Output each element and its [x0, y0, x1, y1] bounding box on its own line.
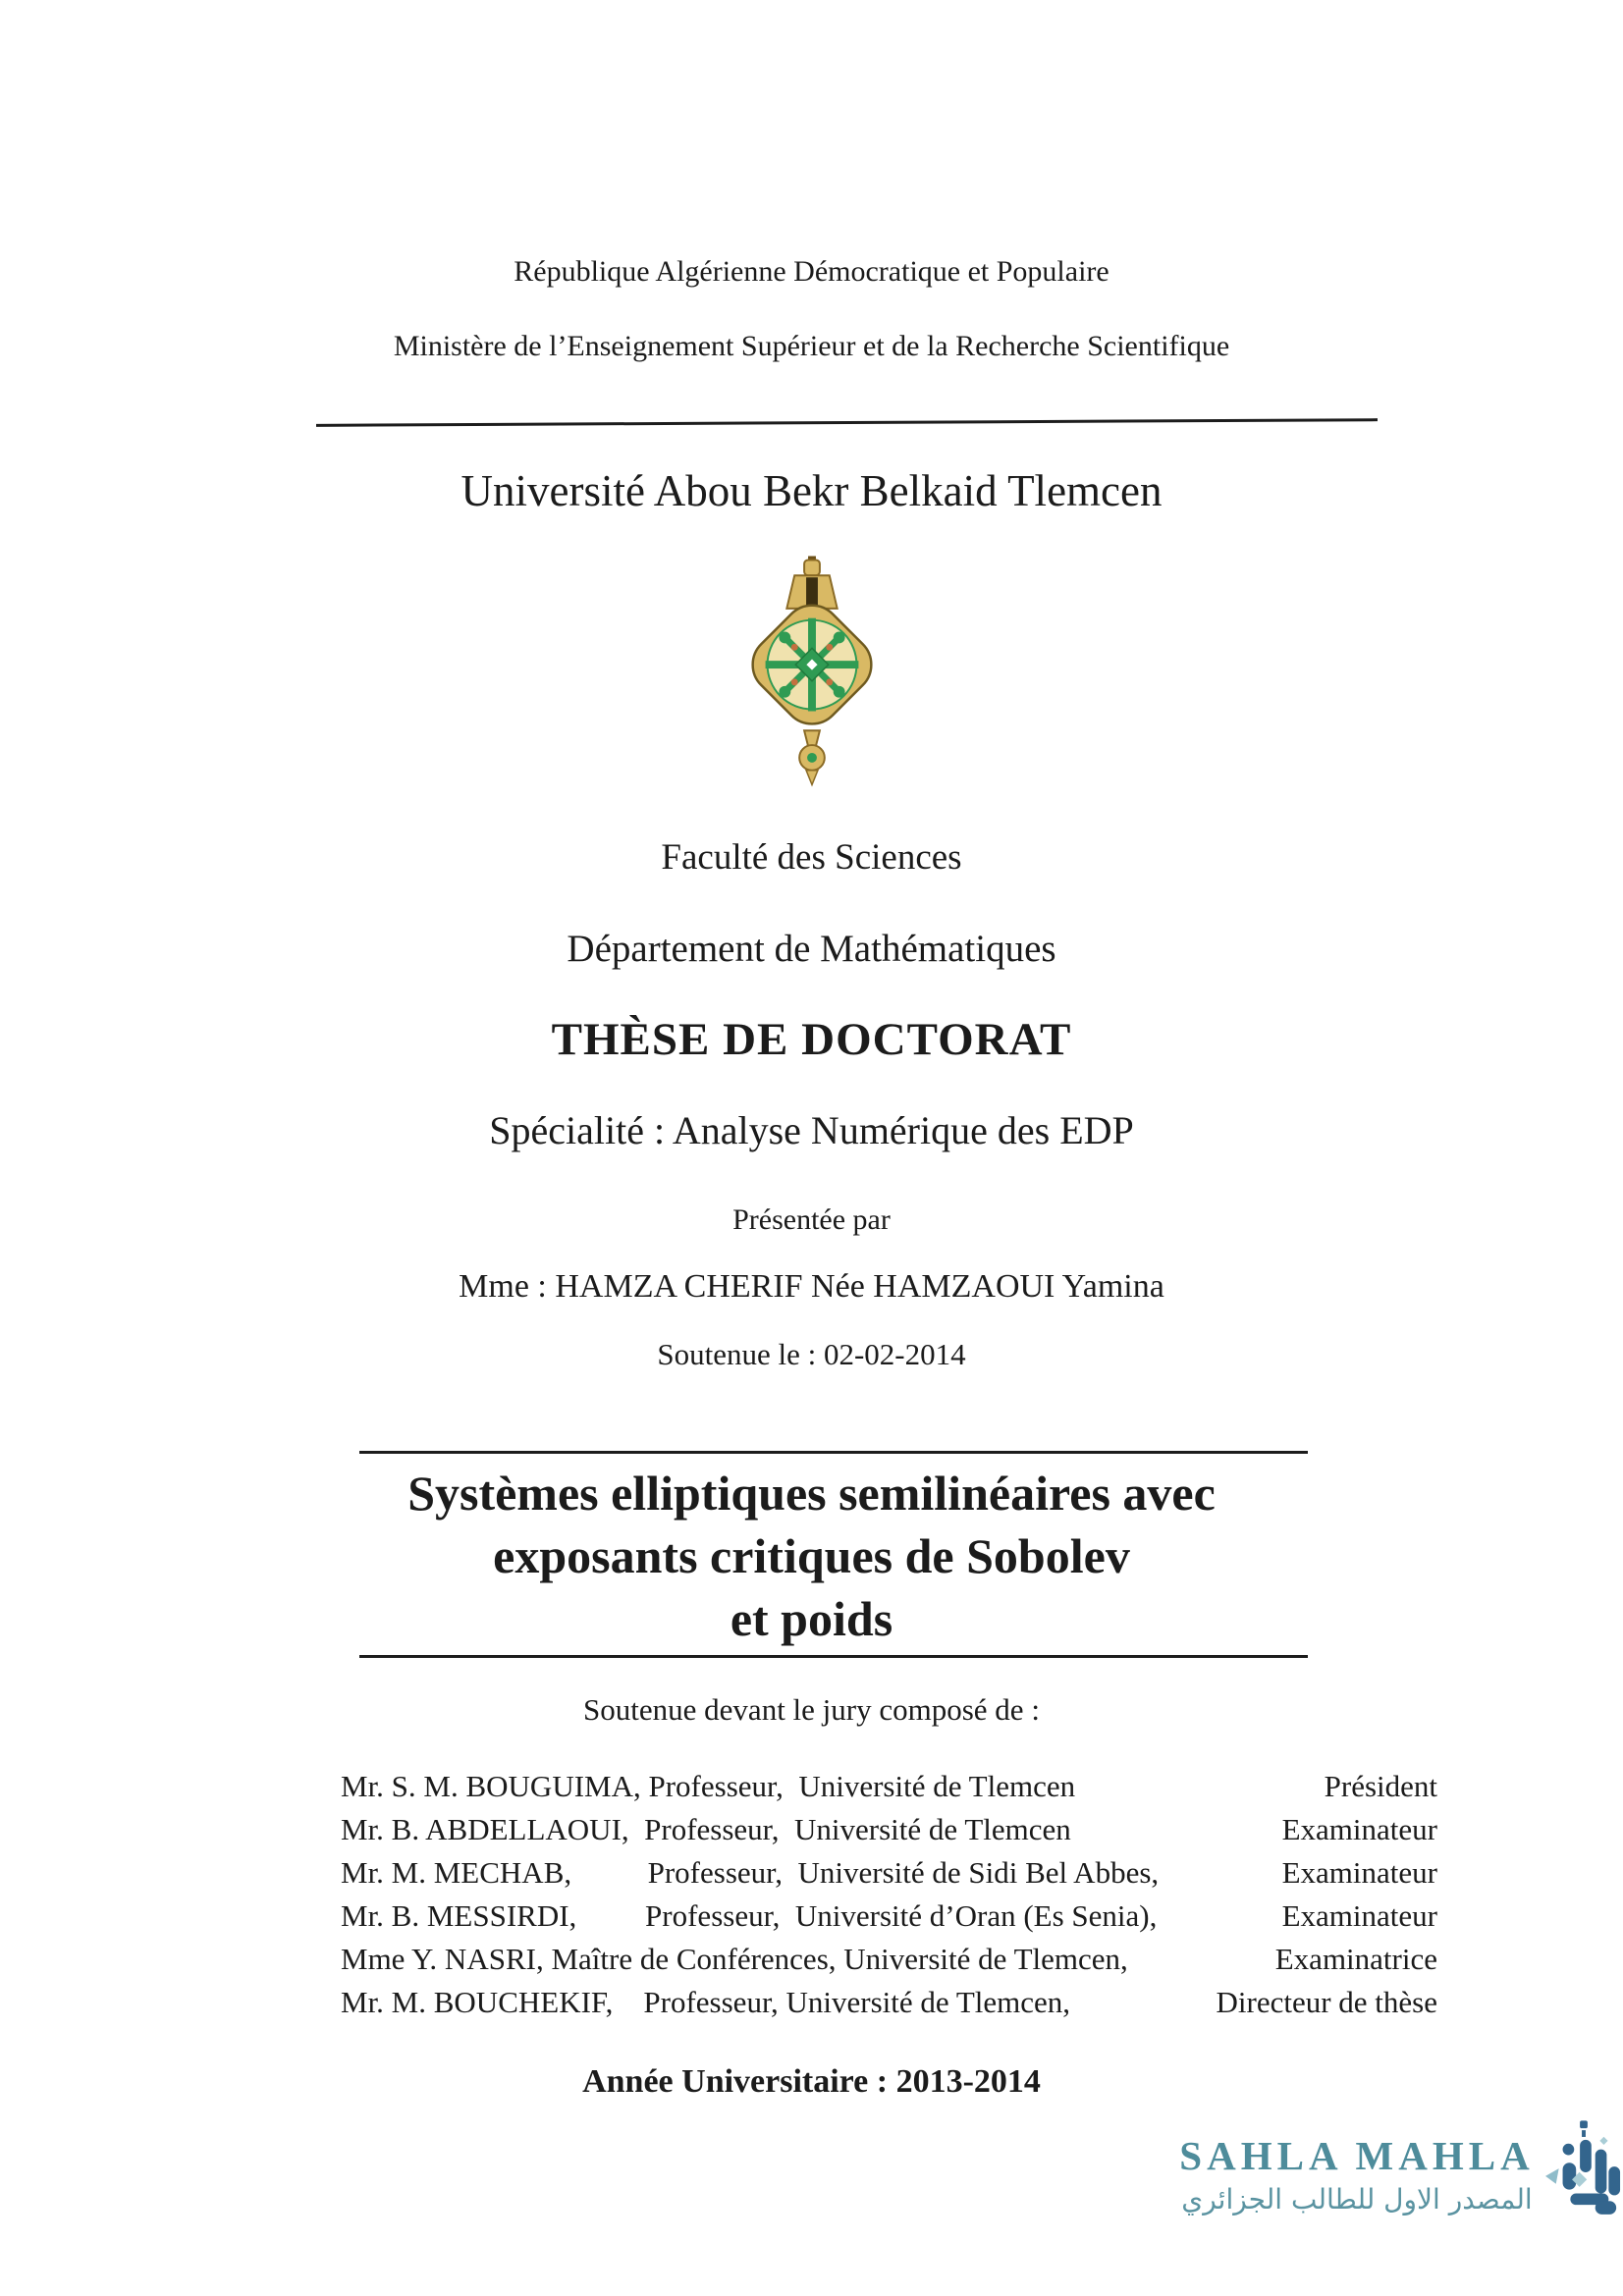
- jury-row: [341, 1808, 1437, 1851]
- sahla-mahla-watermark: [1174, 2118, 1623, 2231]
- sahla-mahla-emblem-icon: [1545, 2120, 1622, 2226]
- title-rule-top: [359, 1451, 1308, 1454]
- jury-row: [341, 1938, 1437, 1981]
- jury-row: [341, 1981, 1437, 2024]
- jury-role: Examinatrice: [1274, 1942, 1437, 1976]
- jury-role: Président: [1324, 1769, 1437, 1803]
- republic-line: République Algérienne Démocratique et Populaire: [514, 255, 1109, 288]
- thesis-specialty: Spécialité : Analyse Numérique des EDP: [489, 1108, 1134, 1152]
- jury-list: [341, 1765, 1437, 2024]
- jury-member-info: Mr. M. MECHAB, Professeur, Université de Sidi Bel Abbes,: [341, 1855, 1160, 1890]
- faculty-name: Faculté des Sciences: [661, 837, 962, 878]
- jury-member-info: Mme Y. NASRI, Maître de Conférences, Université de Tlemcen,: [341, 1942, 1128, 1976]
- jury-row: [341, 1851, 1437, 1895]
- brand-emblem: [1545, 2120, 1622, 2231]
- jury-member-info: Mr. S. M. BOUGUIMA, Professeur, Université de Tlemcen: [341, 1769, 1076, 1803]
- department-name: Département de Mathématiques: [567, 928, 1056, 970]
- jury-row: [341, 1765, 1437, 1808]
- jury-role: Directeur de thèse: [1216, 1985, 1437, 2019]
- title-rule-bottom: [359, 1655, 1308, 1658]
- brand-tagline-arabic: المصدر الاول للطالب الجزائري: [1181, 2183, 1533, 2216]
- jury-row: [341, 1895, 1437, 1938]
- brand-text-block: [1174, 2118, 1540, 2216]
- jury-role: Examinateur: [1281, 1898, 1437, 1933]
- university-logo: [0, 556, 1623, 794]
- brand-name: SAHLA MAHLA: [1179, 2133, 1535, 2178]
- jury-heading: Soutenue devant le jury composé de :: [583, 1692, 1040, 1727]
- jury-role: Examinateur: [1281, 1855, 1437, 1890]
- header-rule: [316, 418, 1378, 427]
- jury-member-info: Mr. M. BOUCHEKIF, Professeur, Université de Tlemcen,: [341, 1985, 1071, 2019]
- author-name: Mme : HAMZA CHERIF Née HAMZAOUI Yamina: [459, 1268, 1164, 1305]
- ministry-line: Ministère de l’Enseignement Supérieur et de la Recherche Scientifique: [393, 330, 1230, 362]
- thesis-title-line-2: exposants critiques de Sobolev: [493, 1528, 1130, 1583]
- jury-member-info: Mr. B. MESSIRDI, Professeur, Université d’Oran (Es Senia),: [341, 1898, 1158, 1933]
- university-name: Université Abou Bekr Belkaid Tlemcen: [460, 466, 1163, 515]
- thesis-title-line-3: et poids: [730, 1591, 893, 1646]
- university-tlemcen-emblem-icon: [734, 556, 890, 789]
- presented-by-label: Présentée par: [732, 1203, 891, 1236]
- jury-role: Examinateur: [1281, 1812, 1437, 1846]
- defense-date: Soutenue le : 02-02-2014: [657, 1337, 966, 1371]
- jury-member-info: Mr. B. ABDELLAOUI, Professeur, Université de Tlemcen: [341, 1812, 1071, 1846]
- academic-year: Année Universitaire : 2013-2014: [582, 2063, 1041, 2100]
- thesis-title: [0, 1462, 1623, 1650]
- thesis-type: THÈSE DE DOCTORAT: [551, 1014, 1072, 1065]
- thesis-title-line-1: Systèmes elliptiques semilinéaires avec: [407, 1466, 1216, 1521]
